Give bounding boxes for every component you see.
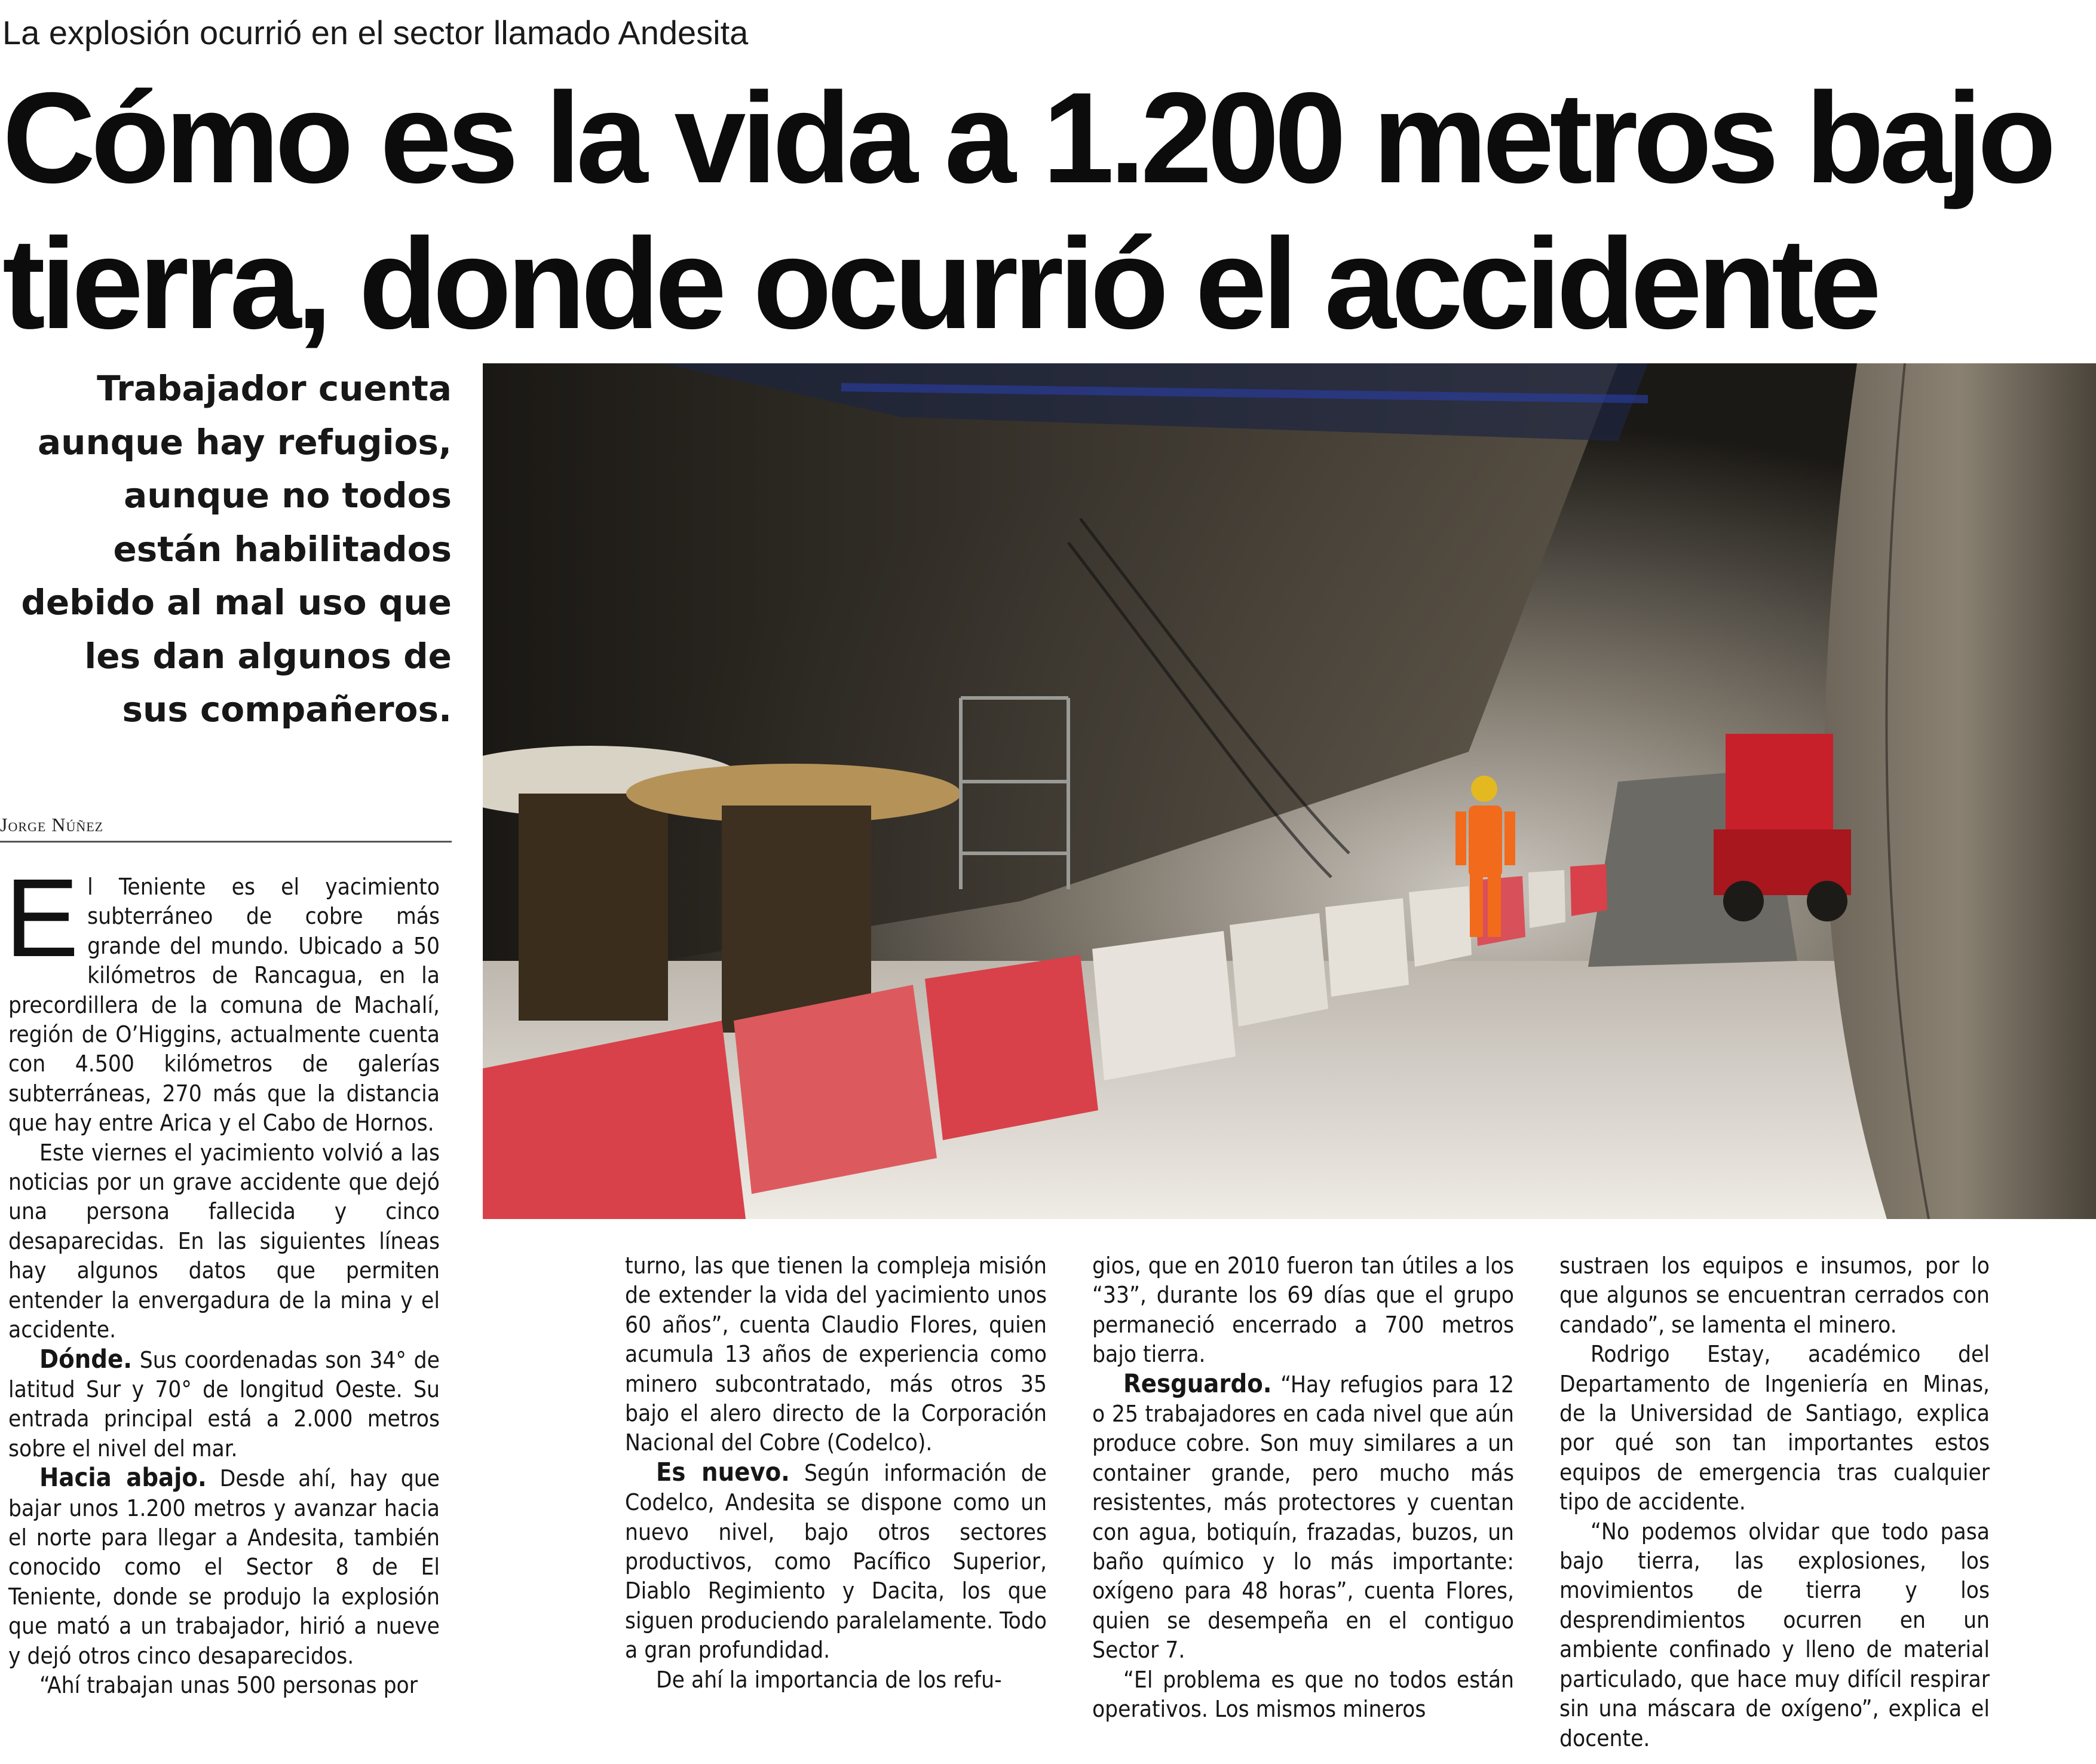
body-paragraph [8,1345,440,1464]
paragraph-text: Sus coordenadas son 34° de latitud Sur y 70° de longitud Oeste. Su entrada principal está a 2.000 metros sobre el nivel del mar. [8,1346,440,1462]
body-paragraph: Rodrigo Estay, académico del Departamento de Ingeniería en Minas, de la Universidad de Santiago, explica por qué son tan importantes estos equipos de emergencia tras cualquier tipo de accidente. [1559,1341,1990,1516]
paragraph-text: l Teniente es el yacimiento subterráneo de cobre más grande del mundo. Ubicado a 50 kilómetros de Rancagua, en la precordillera de la comuna de Machalí, región de O’Higgins, actualmente cuenta con 4.500 kilómetros de galerías subterráneas, 270 más que la distancia que hay entre Arica y el Cabo de Hornos. [8,874,440,1137]
section-lead: Dónde. [39,1344,132,1374]
body-paragraph: “No podemos olvidar que todo pasa bajo tierra, las explosiones, los movimientos de tierra y los desprendimientos ocurren en un ambiente confinado y lleno de material particulado, que hace muy difícil respirar sin una máscara de oxígeno”, explica el docente. [1559,1518,1990,1752]
drop-cap: E [5,856,79,980]
section-lead: Es nuevo. [656,1457,790,1487]
article-column-4 [1559,1251,1990,1753]
section-lead: Resguardo. [1123,1368,1272,1399]
body-paragraph: “El problema es que no todos están operativos. Los mismos mineros [1092,1666,1514,1723]
byline [0,814,452,843]
headline-line-2: tierra, donde ocurrió el accidente [2,211,1877,356]
article-column-3 [1092,1251,1514,1725]
body-paragraph: gios, que en 2010 fueron tan útiles a los “33”, durante los 69 días que el grupo permaneció encerrado a 700 metros bajo tierra. [1092,1252,1514,1368]
body-paragraph: “Ahí trabajan unas 500 personas por [39,1671,418,1699]
body-paragraph [8,1463,440,1671]
article-column-1 [5,856,440,1700]
paragraph-text: “Hay refugios para 12 o 25 trabajadores en cada nivel que aún produce cobre. Son muy similares a un container grande, pero mucho más resistentes, más protectores y cuentan con agua, botiquín, frazadas, buzos, un baño químico y lo más importante: oxígeno para 48 horas”, cuenta Flores, quien se desempeña en el contiguo Sector 7. [1092,1371,1514,1664]
kicker: La explosión ocurrió en el sector llamado Andesita [2,14,749,51]
section-lead: Hacia abajo. [39,1463,207,1493]
body-paragraph [1092,1370,1514,1665]
body-paragraph: De ahí la importancia de los refu- [656,1666,1002,1693]
mine-tunnel-photo [483,363,2096,1219]
paragraph-text: Desde ahí, hay que bajar unos 1.200 metros y avanzar hacia el norte para llegar a Andesita, también conocido como el Sector 8 de El Teniente, donde se produjo la explosión que mató a un trabajador, hirió a nueve y dejó otros cinco desaparecidos. [8,1465,440,1670]
paragraph-text: Según información de Codelco, Andesita se dispone como un nuevo nivel, bajo otros sectores productivos, como Pacífico Superior, Diablo Regimiento y Dacita, los que siguen produciendo paralelamente. Todo a gran profundidad. [625,1459,1047,1664]
mining-truck [1714,734,1851,921]
body-paragraph: turno, las que tienen la compleja misión de extender la vida del yacimiento unos 60 años”, cuenta Claudio Flores, quien acumula 13 años de experiencia como minero subcontratado, más otros 35 bajo el alero directo de la Corporación Nacional del Cobre (Codelco). [625,1252,1047,1457]
article-photo [483,363,2096,1219]
headline [2,65,2082,356]
headline-line-1: Cómo es la vida a 1.200 metros bajo [2,65,2052,210]
author-name: Jorge Núñez [0,814,104,835]
body-paragraph [5,856,440,1138]
body-paragraph: sustraen los equipos e insumos, por lo que algunos se encuentran cerrados con candado”, se lamenta el minero. [1559,1252,1990,1339]
body-paragraph: Este viernes el yacimiento volvió a las noticias por un grave accidente que dejó una persona fallecida y cinco desaparecidas. En las siguientes líneas hay algunos datos que permiten entender la envergadura de la mina y el accidente. [8,1139,440,1344]
article-column-2 [625,1251,1047,1695]
body-paragraph [625,1458,1047,1665]
deck-summary: Trabajador cuenta aunque hay refugios, aunque no todos están habilitados debido al mal uso que les dan algunos de sus compañeros. [21,368,452,730]
